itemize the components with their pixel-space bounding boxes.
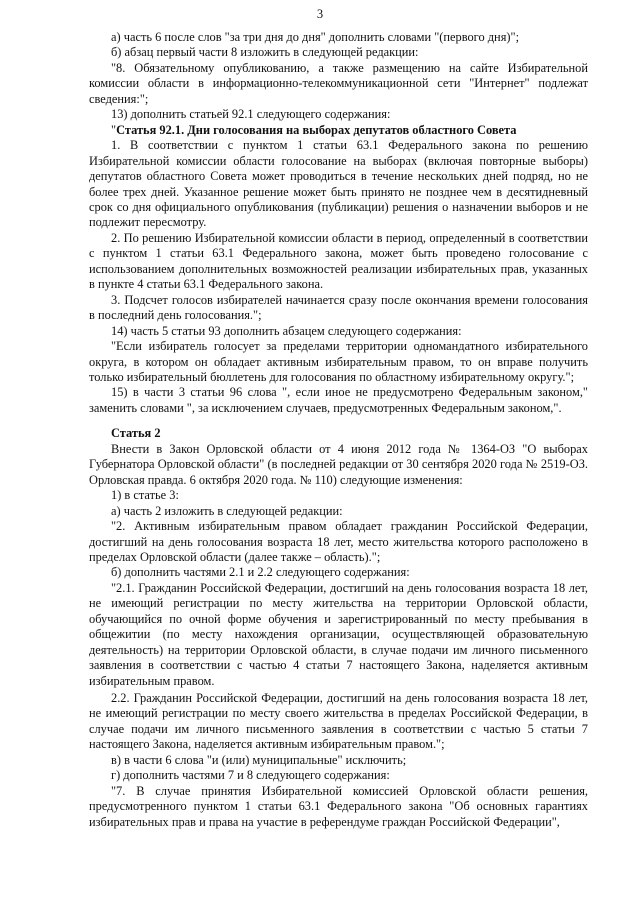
article-2-heading: Статья 2: [111, 426, 161, 441]
article-title: Статья 92.1. Дни голосования на выборах депутатов областного Совета: [116, 122, 517, 137]
paragraph: г) дополнить частями 7 и 8 следующего содержания:: [111, 768, 390, 783]
paragraph: 1. В соответствии с пунктом 1 статьи 63.1 Федерального закона по решению Избирательной комиссии области голосование на выборах (включая повторные выборы) депутатов областного Совета может проводиться в течение нескольких дней подряд, но не более трех дней. Указанное решение может быть принято не позднее чем в десятидневный срок со дня официального опубликования (публикации) решения о назначении выборов и не подлежит пересмотру.: [89, 138, 588, 230]
paragraph: "Если избиратель голосует за пределами территории одномандатного избирательного округа, в котором он обладает активным избирательным правом, то он вправе получить только избирательный бюллетень для голосования по областному избирательному округу.";: [89, 339, 588, 384]
paragraph: 14) часть 5 статьи 93 дополнить абзацем следующего содержания:: [111, 323, 462, 338]
paragraph: 2. По решению Избирательной комиссии области в период, определенный в соответствии с пунктом 1 статьи 63.1 Федерального закона, может быть проведено голосование с использованием дополнительных возможностей реализации избирательных прав, указанных в пункте 4 статьи 63.1 Федерального закона.: [89, 230, 588, 292]
page-number: 3: [316, 7, 324, 21]
paragraph: б) дополнить частями 2.1 и 2.2 следующего содержания:: [111, 565, 410, 580]
paragraph: Внести в Закон Орловской области от 4 июня 2012 года № 1364-ОЗ "О выборах Губернатора Орловской области" (в последней редакции от 30 сентября 2020 года № 2519-ОЗ. Орловская правда. 6 октября 2020 года. № 110) следующие изменения:: [89, 441, 588, 487]
paragraph: 1) в статье 3:: [111, 488, 179, 503]
paragraph: 15) в части 3 статьи 96 слова ", если иное не предусмотрено Федеральным законом," заменить словами ", за исключением случаев, предусмотренных Федеральным законом,".: [89, 385, 588, 415]
paragraph: а) часть 2 изложить в следующей редакции:: [111, 503, 343, 518]
paragraph: 3. Подсчет голосов избирателей начинается сразу после окончания времени голосования в последний день голосования.";: [89, 292, 588, 323]
paragraph: "8. Обязательному опубликованию, а также размещению на сайте Избирательной комиссии области в информационно-телекоммуникационной сети "Интернет" подлежат сведения:";: [89, 60, 588, 106]
quote-mark: ": [111, 122, 117, 137]
paragraph: "2. Активным избирательным правом обладает гражданин Российской Федерации, достигший на день голосования возраста 18 лет, место жительства которого расположено в пределах Орловской области (далее также – область).";: [89, 519, 588, 564]
paragraph: а) часть 6 после слов "за три дня до дня" дополнить словами "(первого дня)";: [111, 30, 520, 44]
document-body: [89, 30, 588, 830]
paragraph: 13) дополнить статьей 92.1 следующего содержания:: [111, 107, 391, 122]
paragraph: б) абзац первый части 8 изложить в следующей редакции:: [111, 45, 419, 60]
paragraph: 2.2. Гражданин Российской Федерации, достигший на день голосования возраста 18 лет, не имеющий регистрации по месту своего жительства в пределах Российской Федерации, в случае подачи им личного письменного заявления в соответствии с частью 5 статьи 7 настоящего Закона, наделяется активным избирательным правом.";: [89, 691, 588, 752]
article-92-1-heading: [89, 123, 588, 138]
paragraph: "7. В случае принятия Избирательной комиссией Орловской области решения, предусмотренного пунктом 1 статьи 63.1 Федерального закона "Об основных гарантиях избирательных прав и права на участие в референдуме граждан Российской Федерации",: [89, 783, 588, 829]
paragraph: "2.1. Гражданин Российской Федерации, достигший на день голосования возраста 18 лет, не имеющий регистрации по месту жительства на территории Орловской области, обучающийся по очной форме обучения и зарегистрированный по месту пребывания в общежитии (по месту нахождения организации, осуществляющей образовательную деятельность) на территории Орловской области, в случае подачи им личного письменного заявления в соответствии с частью 4 статьи 7 настоящего Закона, наделяется активным избирательным правом.: [89, 580, 588, 688]
paragraph: в) в части 6 слова "и (или) муниципальные" исключить;: [111, 752, 407, 767]
